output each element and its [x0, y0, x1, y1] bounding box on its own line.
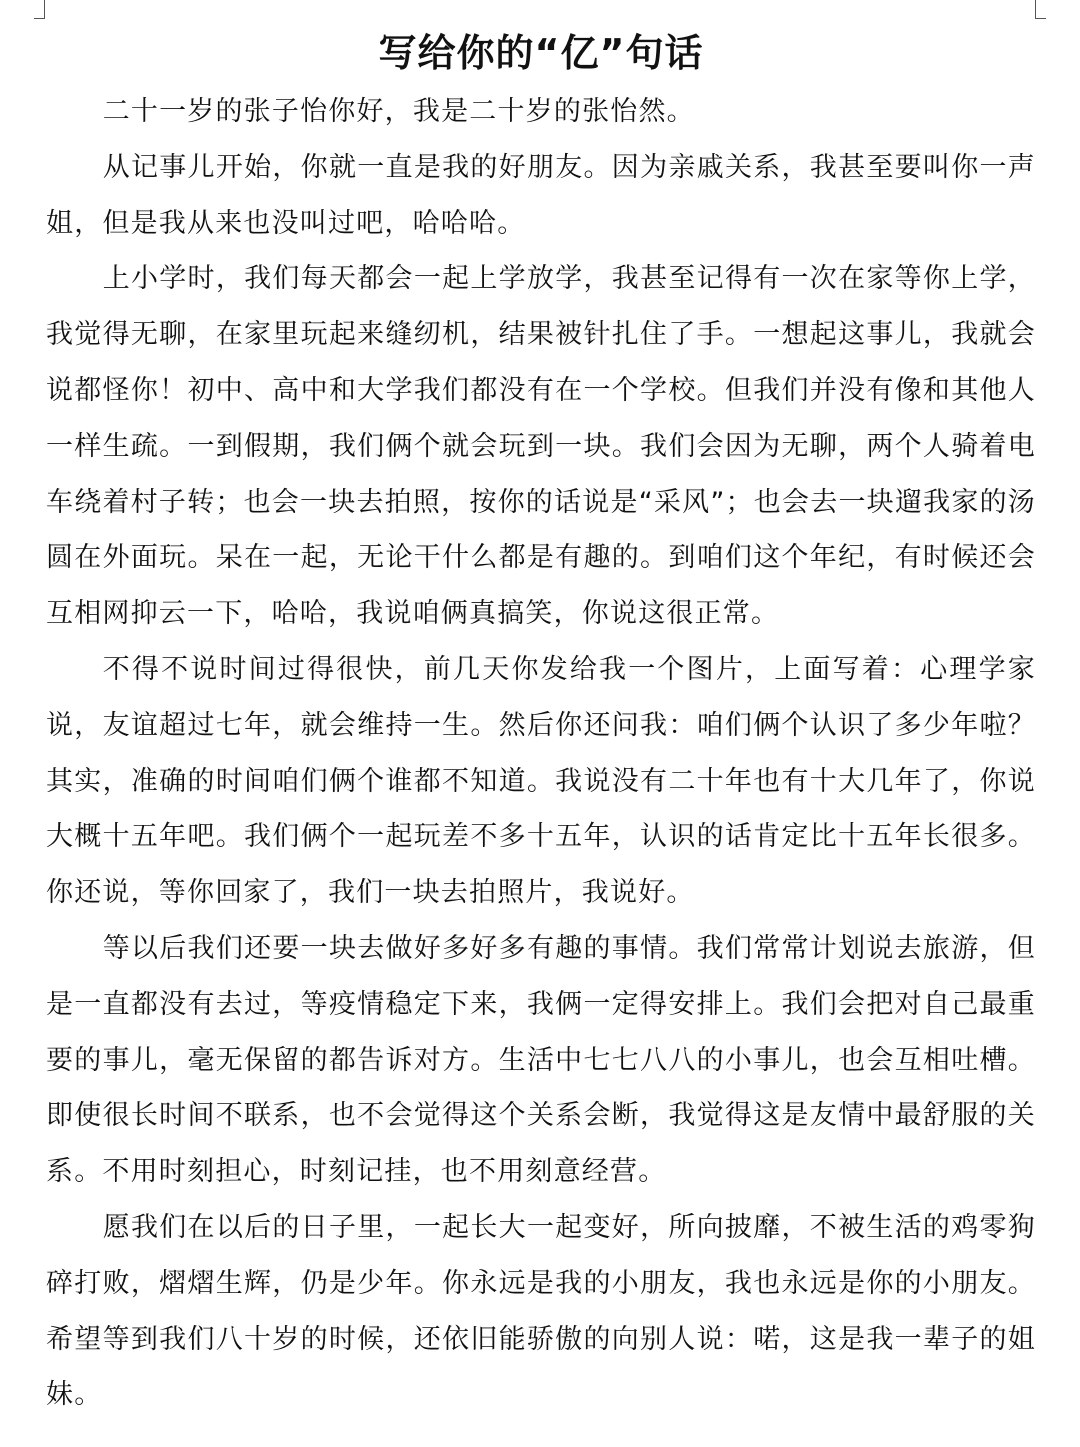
paragraph-future-plans: 等以后我们还要一块去做好多好多有趣的事情。我们常常计划说去旅游，但是一直都没有去过，等疫情稳定下来，我俩一定得安排上。我们会把对自己最重要的事儿，毫无保留的都告诉对方。生活中七七八八的小事儿，也会互相吐槽。即使很长时间不联系，也不会觉得这个关系会断，我觉得这是友情中最舒服的关系。不用时刻担心，时刻记挂，也不用刻意经营。 — [46, 932, 1036, 1188]
document-title: 写给你的“亿”句话 — [378, 31, 704, 75]
paragraph-friendship-years: 不得不说时间过得很快，前几天你发给我一个图片，上面写着：心理学家说，友谊超过七年，就会维持一生。然后你还问我：咱们俩个认识了多少年啦？其实，准确的时间咱们俩个谁都不知道。我说没有二十年也有十大几年了，你说大概十五年吧。我们俩个一起玩差不多十五年，认识的话肯定比十五年长很多。你还说，等你回家了，我们一块去拍照片，我说好。 — [46, 653, 1036, 909]
paragraph-greeting: 二十一岁的张子怡你好，我是二十岁的张怡然。 — [102, 96, 695, 127]
page-corner-mark-right — [1035, 0, 1046, 19]
paragraph-school-years: 上小学时，我们每天都会一起上学放学，我甚至记得有一次在家等你上学，我觉得无聊，在家里玩起来缝纫机，结果被针扎住了手。一想起这事儿，我就会说都怪你！初中、高中和大学我们都没有在一个学校。但我们并没有像和其他人一样生疏。一到假期，我们俩个就会玩到一块。我们会因为无聊，两个人骑着电车绕着村子转；也会一块去拍照，按你的话说是“采风”；也会去一块遛我家的汤圆在外面玩。呆在一起，无论干什么都是有趣的。到咱们这个年纪，有时候还会互相网抑云一下，哈哈，我说咱俩真搞笑，你说这很正常。 — [46, 263, 1036, 630]
paragraph-wishes: 愿我们在以后的日子里，一起长大一起变好，所向披靡，不被生活的鸡零狗碎打败，熠熠生辉，仍是少年。你永远是我的小朋友，我也永远是你的小朋友。希望等到我们八十岁的时候，还依旧能骄傲的向别人说：喏，这是我一辈子的姐妹。 — [46, 1211, 1036, 1411]
paragraph-childhood: 从记事儿开始，你就一直是我的好朋友。因为亲戚关系，我甚至要叫你一声姐，但是我从来也没叫过吧，哈哈哈。 — [46, 151, 1036, 239]
document-page — [46, 24, 1036, 1423]
page-corner-mark-left — [34, 0, 45, 19]
